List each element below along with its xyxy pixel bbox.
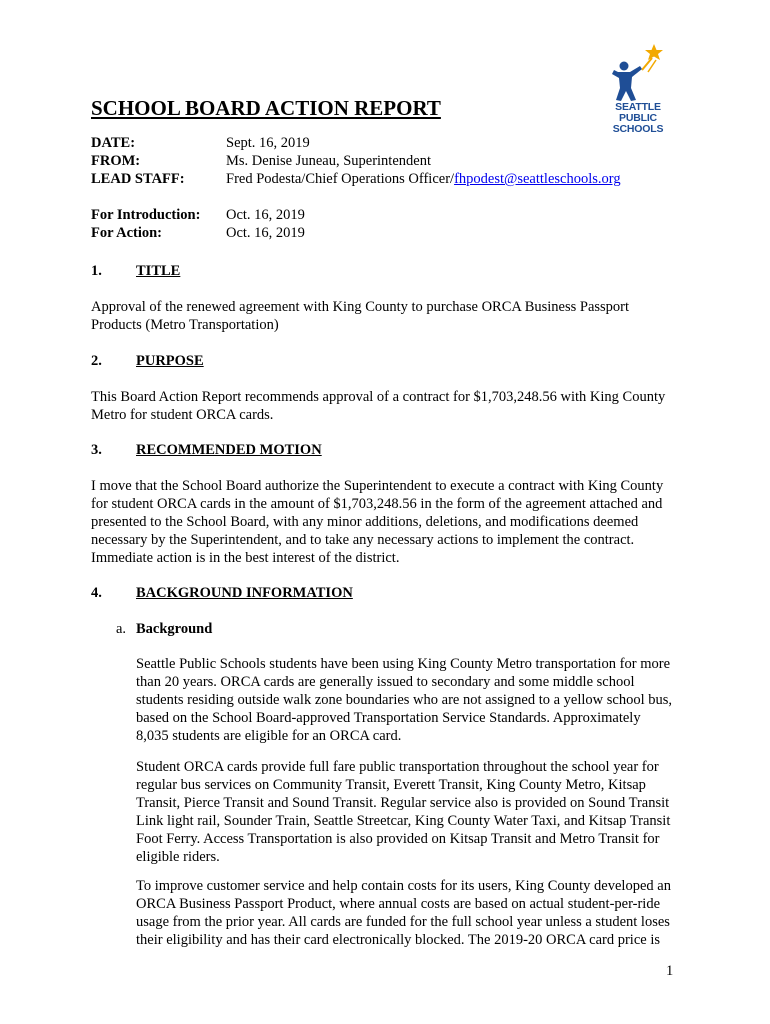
introduction-date: Oct. 16, 2019 xyxy=(226,207,305,223)
lead-staff-value xyxy=(226,170,621,188)
section-number: 4. xyxy=(91,585,102,601)
lead-staff-email-link[interactable]: fhpodest@seattleschools.org xyxy=(454,171,621,187)
section-title: PURPOSE xyxy=(136,353,204,369)
from-label: FROM: xyxy=(91,153,141,169)
introduction-label: For Introduction: xyxy=(91,207,201,223)
section-1-body: Approval of the renewed agreement with King County to purchase ORCA Business Passport Products (Metro Transportation) xyxy=(91,299,630,333)
report-title: SCHOOL BOARD ACTION REPORT xyxy=(91,96,441,120)
lead-staff-name: Fred Podesta/Chief Operations Officer/ xyxy=(226,171,455,187)
section-title: TITLE xyxy=(136,263,181,279)
lead-staff-label: LEAD STAFF: xyxy=(91,171,185,187)
logo-figure-icon xyxy=(608,42,668,104)
logo-line-2: PUBLIC xyxy=(619,112,657,124)
subsection-letter: a. xyxy=(116,621,127,637)
logo-line-1: SEATTLE xyxy=(615,101,661,113)
section-title: BACKGROUND INFORMATION xyxy=(136,585,353,601)
section-number: 3. xyxy=(91,442,102,458)
action-label: For Action: xyxy=(91,225,163,241)
background-paragraph-3: To improve customer service and help contain costs for its users, King County developed an ORCA Business Passport Product, where annual costs are based on actual student-per-ride usage from the prior year. All cards are funded for the full school year unless a student loses their eligibility and has their card electronically blocked. The 2019-20 ORCA card price is xyxy=(136,878,671,948)
section-number: 2. xyxy=(91,353,102,369)
seattle-public-schools-logo xyxy=(608,42,668,142)
from-value: Ms. Denise Juneau, Superintendent xyxy=(226,153,431,169)
section-number: 1. xyxy=(91,263,102,279)
action-date: Oct. 16, 2019 xyxy=(226,225,305,241)
subsection-a-heading xyxy=(116,620,212,638)
logo-line-3: SCHOOLS xyxy=(612,123,664,135)
date-value: Sept. 16, 2019 xyxy=(226,135,310,151)
section-3-body: I move that the School Board authorize the Superintendent to execute a contract with King County for student ORCA cards in the amount of $1,703,248.56 in the form of the agreement attached and presented to the School Board, with any minor additions, deletions, and modifications deemed necessary by the Superintendent, and to take any necessary actions to implement the contract. Immediate action is in the best interest of the district. xyxy=(91,478,664,566)
logo-wordmark xyxy=(608,102,668,135)
background-paragraph-1: Seattle Public Schools students have been using King County Metro transportation for more than 20 years. ORCA cards are generally issued to secondary and some middle school students residing outside walk zone boundaries who are not assigned to a yellow school bus, based on the School Board-approved Transportation Service Standards. Approximately 8,035 students are eligible for an ORCA card. xyxy=(136,656,672,744)
subsection-title: Background xyxy=(136,621,213,637)
section-2-body: This Board Action Report recommends approval of a contract for $1,703,248.56 with King County Metro for student ORCA cards. xyxy=(91,389,666,423)
section-title: RECOMMENDED MOTION xyxy=(136,442,322,458)
background-paragraph-2: Student ORCA cards provide full fare public transportation throughout the school year for regular bus services on Community Transit, Everett Transit, King County Metro, Kitsap Transit, Pierce Transit and Sound Transit. Regular service also is provided on Sound Transit Link light rail, Sounder Train, Seattle Streetcar, King County Water Taxi, and Kitsap Transit Foot Ferry. Access Transportation is also provided on Kitsap Transit and Metro Transit for eligible riders. xyxy=(136,759,671,865)
date-label: DATE: xyxy=(91,135,136,151)
page-number: 1 xyxy=(666,963,674,979)
